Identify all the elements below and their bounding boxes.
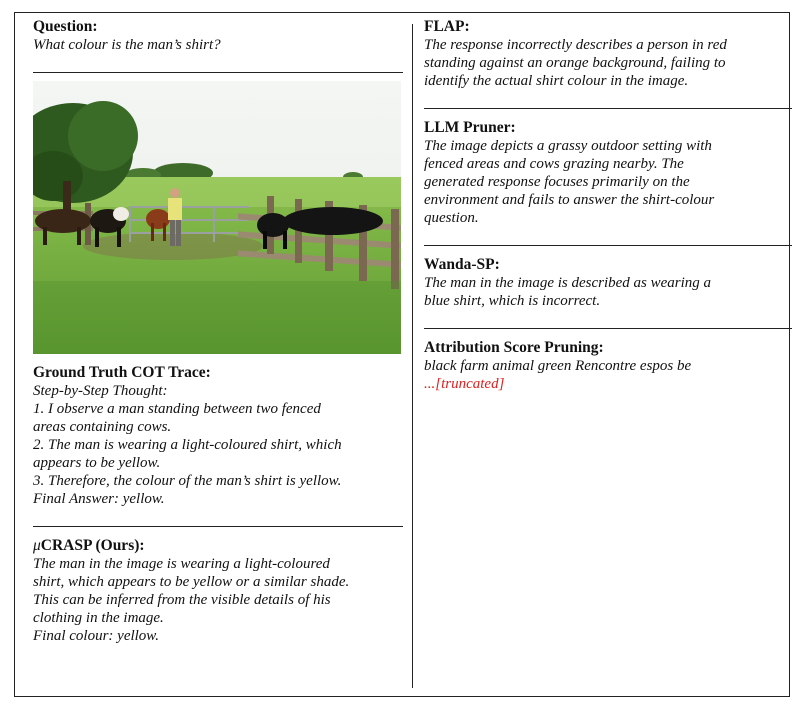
ucrasp-line: shirt, which appears to be yellow or a similar shade. [33,574,350,590]
ground-truth-heading: Ground Truth COT Trace: [33,364,211,381]
llm-pruner-text [424,137,792,227]
wanda-sp-block [424,256,792,310]
ground-truth-line: appears to be yellow. [33,455,161,471]
ground-truth-line: Final Answer: yellow. [33,491,165,507]
wanda-sp-text [424,274,792,310]
truncated-marker: ...[truncated] [424,376,505,392]
llm-pruner-line: The image depicts a grassy outdoor setting with [424,138,712,154]
left-column [33,18,403,645]
mu-symbol: μ [33,537,41,554]
ground-truth-line: Step-by-Step Thought: [33,383,168,399]
llm-pruner-block [424,119,792,227]
flap-block [424,18,792,90]
divider [424,328,792,329]
ucrasp-heading-text: CRASP (Ours): [40,537,145,554]
divider [424,245,792,246]
llm-pruner-line: question. [424,210,479,226]
ground-truth-line: 3. Therefore, the colour of the man’s shirt is yellow. [33,473,342,489]
flap-line: identify the actual shirt colour in the image. [424,73,689,89]
divider [33,526,403,527]
ground-truth-line: 2. The man is wearing a light-coloured shirt, which [33,437,342,453]
ucrasp-heading [33,537,403,555]
photo-illustration [33,81,401,354]
cows-field-photo [33,81,401,354]
llm-pruner-line: fenced areas and cows grazing nearby. The [424,156,684,172]
ground-truth-line: 1. I observe a man standing between two fenced [33,401,321,417]
ucrasp-block [33,537,403,645]
llm-pruner-heading: LLM Pruner: [424,119,516,136]
attribution-heading: Attribution Score Pruning: [424,339,604,356]
ground-truth-block [33,364,403,508]
flap-heading: FLAP: [424,18,470,35]
wanda-sp-heading: Wanda-SP: [424,256,500,273]
ground-truth-text [33,382,403,508]
attribution-text [424,357,792,393]
ucrasp-line: The man in the image is wearing a light-coloured [33,556,330,572]
right-column [424,18,792,393]
flap-text [424,36,792,90]
llm-pruner-line: environment and fails to answer the shirt-colour [424,192,715,208]
ucrasp-line: clothing in the image. [33,610,164,626]
attribution-block [424,339,792,393]
question-heading: Question: [33,18,98,35]
ground-truth-line: areas containing cows. [33,419,172,435]
attribution-line: black farm animal green Rencontre espos be [424,358,692,374]
llm-pruner-line: generated response focuses primarily on the [424,174,690,190]
ucrasp-line: This can be inferred from the visible details of his [33,592,331,608]
question-block [33,18,403,54]
flap-line: The response incorrectly describes a person in red [424,37,727,53]
ucrasp-line: Final colour: yellow. [33,628,159,644]
column-divider [412,24,413,688]
question-text: What colour is the man’s shirt? [33,37,221,53]
wanda-sp-line: The man in the image is described as wearing a [424,275,712,291]
flap-line: standing against an orange background, failing to [424,55,726,71]
wanda-sp-line: blue shirt, which is incorrect. [424,293,601,309]
ucrasp-text [33,555,403,645]
divider [33,72,403,73]
divider [424,108,792,109]
